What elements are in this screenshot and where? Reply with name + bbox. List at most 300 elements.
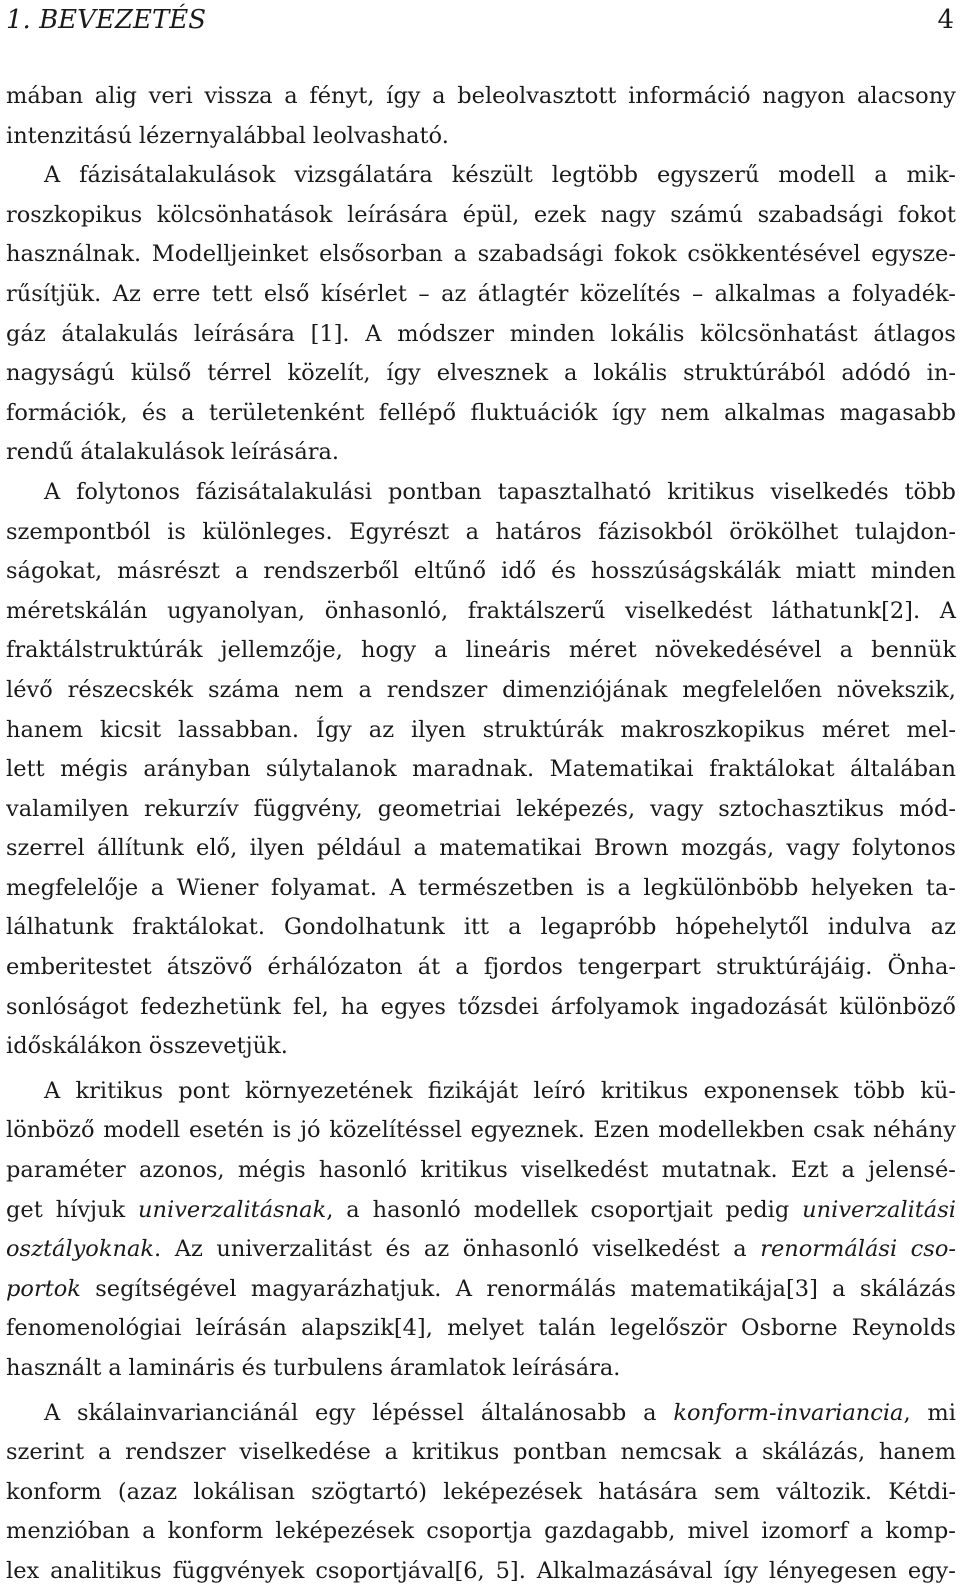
word: viselkedést	[521, 1157, 649, 1184]
word: folyadék-	[852, 280, 956, 307]
word: szempontból	[6, 518, 151, 545]
word: csak	[813, 1117, 865, 1144]
word: A	[365, 320, 382, 347]
word: alapszik[4],	[301, 1315, 433, 1342]
word: a	[384, 1439, 399, 1466]
word: tengerpart	[578, 954, 701, 981]
word: (azaz	[117, 1478, 178, 1505]
text-line	[6, 394, 956, 434]
word: vagy	[650, 795, 704, 822]
word: folytonos	[76, 478, 181, 505]
word: mivel	[687, 1518, 750, 1545]
text-line	[6, 235, 956, 275]
word: a	[564, 360, 578, 387]
word: átalakulások	[80, 439, 225, 466]
word: lineáris	[465, 637, 551, 664]
word: fel,	[292, 993, 329, 1020]
text-line	[6, 988, 956, 1028]
word: dimenziójának	[502, 676, 668, 703]
word: határos	[495, 518, 582, 545]
word: maradnak.	[412, 756, 535, 783]
word: eltűnő	[413, 558, 487, 585]
word: rendszer	[386, 676, 488, 703]
text-line	[6, 354, 956, 394]
word: nagyságú	[6, 360, 115, 387]
word: tulajdon-	[854, 518, 956, 545]
word: mel-	[906, 716, 956, 743]
word: turbulens	[273, 1355, 384, 1381]
word: analitikus	[50, 1557, 162, 1584]
word: renormálási	[760, 1236, 898, 1263]
word: és	[141, 399, 167, 426]
text-line	[6, 315, 956, 355]
word: használnak.	[6, 241, 142, 268]
word: lokális	[593, 360, 668, 387]
word: struktúrák	[482, 716, 604, 743]
word: leolvasható.	[312, 122, 449, 149]
word: fenomenológiai	[6, 1315, 182, 1342]
word: magasabb	[839, 399, 956, 426]
word: fraktálstruktúrák	[6, 637, 203, 664]
word: a	[234, 558, 249, 585]
word: csoportjait	[590, 1196, 713, 1223]
word: jelensé-	[868, 1157, 956, 1184]
word: a	[734, 1439, 749, 1466]
word: mégis	[237, 1157, 306, 1184]
word: kritikus	[420, 1157, 508, 1184]
word: fraktálokat.	[132, 914, 265, 941]
word: struktúrájáig.	[716, 954, 873, 981]
word: készült	[451, 162, 533, 189]
word: fázisátalakulások	[79, 162, 276, 189]
word: fraktálokat	[709, 756, 835, 783]
word: súlytalanok	[265, 756, 397, 783]
word: geometriai	[377, 795, 502, 822]
word: roszkopikus	[6, 201, 143, 228]
word: rendszerből	[263, 558, 399, 585]
word: mában	[6, 83, 84, 109]
word: és	[241, 1355, 267, 1381]
word: Egyrészt	[349, 518, 450, 545]
word: nem	[294, 676, 344, 703]
word: természetben	[418, 874, 574, 901]
word: pont	[178, 1077, 230, 1104]
word: a	[97, 1439, 112, 1466]
word: intenzitású	[6, 122, 133, 149]
word: átlagtér	[477, 280, 569, 307]
word: –	[418, 280, 430, 307]
text-line	[6, 1270, 956, 1310]
word: a	[455, 954, 469, 981]
word: formációk,	[6, 399, 128, 426]
word: szögtartó)	[311, 1478, 428, 1505]
running-header	[6, 4, 956, 36]
word: vizsgálatára	[294, 162, 433, 189]
word: kölcsönhatások	[156, 201, 333, 228]
word: valamilyen	[6, 795, 129, 822]
word: ilyen	[249, 835, 305, 862]
word: izomorf	[761, 1518, 848, 1545]
word: csoportja	[426, 1518, 533, 1545]
word: Gondolhatunk	[284, 914, 445, 941]
word: alkalmas	[724, 399, 826, 426]
text-line	[6, 829, 956, 869]
word: Így	[315, 716, 352, 743]
word: a	[617, 874, 631, 901]
word: is	[586, 874, 606, 901]
word: egy-	[907, 1557, 956, 1584]
word: Önha-	[887, 954, 956, 981]
word: nem	[660, 399, 710, 426]
word: helyeken	[810, 874, 914, 901]
word: megfelelője	[6, 874, 139, 901]
word: egyeznek.	[470, 1117, 585, 1144]
word: is	[167, 518, 186, 545]
word: beleolvasztott	[457, 83, 617, 109]
word: leképezések	[275, 1518, 415, 1545]
word: hanem	[878, 1439, 956, 1466]
word: néhány	[873, 1117, 956, 1144]
word: erre	[152, 280, 201, 307]
word: osztályoknak.	[6, 1236, 162, 1263]
word: leírására.	[230, 439, 340, 466]
word: áramlatok	[389, 1355, 506, 1381]
word: veri	[148, 83, 193, 109]
word: kölcsönhatást	[700, 320, 858, 347]
word: módszer	[397, 320, 495, 347]
word: egyszerű	[656, 162, 760, 189]
word: legkülönböbb	[643, 874, 799, 901]
word: A	[44, 162, 61, 189]
word: másrészt	[117, 558, 220, 585]
word: makroszkopikus	[620, 716, 805, 743]
word: bennük	[871, 637, 956, 664]
word: ezek	[533, 201, 587, 228]
word: a	[508, 914, 522, 941]
word: nagy	[600, 201, 656, 228]
word: a	[832, 1275, 846, 1302]
word: hatására	[598, 1478, 698, 1505]
word: lézernyalábbal	[138, 122, 306, 149]
word: leírására	[347, 201, 449, 228]
word: függvények	[172, 1557, 305, 1584]
text-line	[6, 156, 956, 196]
word: használt	[6, 1355, 102, 1381]
word: A	[44, 1399, 61, 1426]
word: mozgás,	[680, 835, 775, 862]
text-line	[6, 1072, 956, 1112]
word: renormálás	[486, 1275, 617, 1302]
word: A	[44, 478, 61, 505]
word: A	[939, 597, 956, 624]
word: minden	[509, 320, 595, 347]
word: Ezen	[593, 1117, 650, 1144]
word: komp-	[885, 1518, 956, 1545]
word: Az	[174, 1236, 203, 1263]
word: cso-	[910, 1236, 956, 1263]
word: ilyen	[410, 716, 466, 743]
word: kritikus	[600, 1077, 689, 1104]
word: részecskék	[67, 676, 194, 703]
text-line	[6, 1512, 956, 1552]
word: sonlóságot	[6, 993, 129, 1020]
word: hosszúságskálák	[591, 558, 781, 585]
word: önhasonló	[462, 1236, 579, 1263]
word: méret	[821, 716, 890, 743]
word: területenként	[208, 399, 365, 426]
text-line	[6, 1230, 956, 1270]
text-line	[6, 513, 956, 553]
word: egy	[315, 1399, 356, 1426]
word: mi	[927, 1399, 956, 1426]
text-line	[6, 1309, 956, 1349]
word: talán	[538, 1315, 596, 1342]
word: árfolyamok	[550, 993, 679, 1020]
word: fokot	[897, 201, 956, 228]
word: növekszik,	[836, 676, 956, 703]
word: rűsítjük.	[6, 280, 102, 307]
text-line	[6, 671, 956, 711]
word: Modelljeinket	[151, 241, 309, 268]
word: különleges.	[202, 518, 333, 545]
word: Osborne	[741, 1315, 838, 1342]
word: viselkedést	[625, 597, 753, 624]
text-line	[6, 77, 956, 117]
word: matematikája[3]	[630, 1275, 818, 1302]
word: összevetjük.	[148, 1033, 288, 1060]
word: folytonos	[851, 835, 956, 862]
word: idő	[501, 558, 537, 585]
word: Brown	[593, 835, 669, 862]
word: általánosabb	[480, 1399, 627, 1426]
word: egysze-	[871, 241, 956, 268]
word: skálainvarianciánál	[77, 1399, 299, 1426]
word: tőzsdei	[457, 993, 539, 1020]
text-line	[6, 711, 956, 751]
word: lett	[6, 756, 45, 783]
word: több	[853, 1077, 905, 1104]
word: fedezhetünk	[140, 993, 281, 1020]
word: legelőször	[610, 1315, 727, 1342]
word: fizikáját	[427, 1077, 519, 1104]
word: legapróbb	[540, 914, 657, 941]
word: a	[453, 241, 467, 268]
word: az	[930, 914, 956, 941]
word: csökkentésével	[687, 241, 861, 268]
word: fluktuációk	[470, 399, 598, 426]
word: átalakulás	[61, 320, 179, 347]
word: fényt,	[309, 83, 375, 109]
word: a	[413, 835, 427, 862]
word: a	[859, 1518, 874, 1545]
word: leírására	[193, 320, 295, 347]
word: Reynolds	[851, 1315, 956, 1342]
word: megfelelően	[682, 676, 822, 703]
word: önhasonló,	[324, 597, 449, 624]
word: Matematikai	[549, 756, 694, 783]
word: rekurzív	[143, 795, 239, 822]
word: lokálisan	[193, 1478, 295, 1505]
word: tapasztalható	[497, 478, 652, 505]
word: a	[284, 83, 298, 109]
word: függvény,	[253, 795, 363, 822]
word: Az	[112, 280, 141, 307]
text-line	[6, 1433, 956, 1473]
word: és	[551, 558, 577, 585]
word: a	[181, 399, 195, 426]
word: alig	[94, 83, 137, 109]
word: lex	[6, 1557, 40, 1584]
text-line	[6, 790, 956, 830]
word: A	[389, 874, 406, 901]
word: lamináris	[128, 1355, 235, 1381]
word: portok	[6, 1275, 81, 1302]
word: általában	[849, 756, 956, 783]
word: átszövő	[166, 954, 253, 981]
text-line	[6, 908, 956, 948]
word: lönböző	[6, 1117, 95, 1144]
word: fázisokból	[598, 518, 713, 545]
word: elsősorban	[319, 241, 443, 268]
word: lévő	[6, 676, 53, 703]
word: leírásán	[195, 1315, 287, 1342]
word: örökölhet	[729, 518, 839, 545]
word: és	[385, 1236, 411, 1263]
word: univerzalitásnak,	[138, 1196, 334, 1223]
text-line	[6, 275, 956, 315]
word: Kétdi-	[888, 1478, 956, 1505]
word: rendű	[6, 439, 74, 466]
word: konform-invariancia,	[673, 1399, 911, 1426]
word: mik-	[906, 162, 956, 189]
word: közelítéssel	[329, 1117, 462, 1144]
word: modellek	[473, 1196, 578, 1223]
word: a	[465, 518, 480, 545]
word: pontban	[513, 1439, 607, 1466]
text-line	[6, 631, 956, 671]
word: mégis	[60, 756, 128, 783]
text-line	[6, 1349, 956, 1389]
word: gazdagabb,	[544, 1518, 676, 1545]
text-line	[6, 196, 956, 236]
word: ságokat,	[6, 558, 103, 585]
word: láthatunk[2].	[771, 597, 921, 624]
word: elvesznek	[436, 360, 549, 387]
word: kritikus	[667, 478, 755, 505]
page-number: 4	[937, 5, 954, 35]
word: érhálózaton	[267, 954, 403, 981]
word: így	[386, 83, 421, 109]
text-line	[6, 1394, 956, 1434]
word: skálázás,	[761, 1439, 866, 1466]
word: viselkedése	[239, 1439, 371, 1466]
word: kritikus	[75, 1077, 164, 1104]
word: tett	[211, 280, 253, 307]
word: kicsit	[99, 716, 162, 743]
text-line	[6, 592, 956, 632]
word: jellemzője,	[220, 637, 343, 664]
word: hasonló	[318, 1157, 408, 1184]
word: ha	[340, 993, 369, 1020]
word: minden	[870, 558, 956, 585]
text-line	[6, 948, 956, 988]
word: külső	[130, 360, 192, 387]
word: fázisátalakulási	[195, 478, 373, 505]
word: több	[904, 478, 956, 505]
word: nemcsak	[620, 1439, 721, 1466]
word: konform	[6, 1478, 102, 1505]
text-line	[6, 473, 956, 513]
word: a	[346, 1196, 360, 1223]
text-line	[6, 433, 956, 473]
word: lálhatunk	[6, 914, 114, 941]
word: vissza	[204, 83, 273, 109]
word: információ	[628, 83, 751, 109]
word: modell	[103, 1117, 181, 1144]
word: így	[723, 1557, 758, 1584]
word: szerint	[6, 1439, 85, 1466]
word: viselkedés	[770, 478, 889, 505]
word: méretskálán	[6, 597, 148, 624]
word: miatt	[795, 558, 856, 585]
word: állítunk	[97, 835, 184, 862]
word: egyes	[380, 993, 446, 1020]
word: változik.	[776, 1478, 873, 1505]
word: közelítés	[579, 280, 681, 307]
word: hópehelytől	[675, 914, 809, 941]
word: számú	[670, 201, 743, 228]
word: hanem	[6, 716, 84, 743]
text-line	[6, 552, 956, 592]
word: a	[142, 1518, 156, 1545]
word: méret	[568, 637, 637, 664]
word: magyarázhatjuk.	[250, 1275, 442, 1302]
word: gáz	[6, 320, 46, 347]
word: leképezések	[443, 1478, 583, 1505]
word: konform	[167, 1518, 264, 1545]
word: kü-	[920, 1077, 956, 1104]
body-text	[6, 77, 956, 1592]
word: ugyanolyan,	[167, 597, 306, 624]
word: alkalmas	[714, 280, 816, 307]
word: szabadsági	[477, 241, 604, 268]
word: melyet	[447, 1315, 525, 1342]
word: legtöbb	[551, 162, 639, 189]
word: lassabban.	[178, 716, 300, 743]
word: a	[643, 1399, 657, 1426]
word: a	[839, 637, 854, 664]
word: a	[434, 637, 448, 664]
word: arányban	[143, 756, 251, 783]
word: fellépő	[378, 399, 457, 426]
word: Ezt	[790, 1157, 829, 1184]
word: skálázás	[859, 1275, 956, 1302]
word: a	[733, 1236, 747, 1263]
word: a	[150, 874, 165, 901]
word: matematikai	[439, 835, 582, 862]
word: hogy	[360, 637, 417, 664]
word: lényegesen	[768, 1557, 897, 1584]
word: leíró	[533, 1077, 586, 1104]
word: modellekben	[658, 1117, 805, 1144]
word: is	[272, 1117, 292, 1144]
word: a	[108, 1355, 122, 1381]
word: struktúrából	[683, 360, 826, 387]
word: get	[6, 1196, 43, 1223]
word: viselkedést	[592, 1236, 720, 1263]
word: az	[368, 716, 395, 743]
text-line	[6, 1111, 956, 1151]
